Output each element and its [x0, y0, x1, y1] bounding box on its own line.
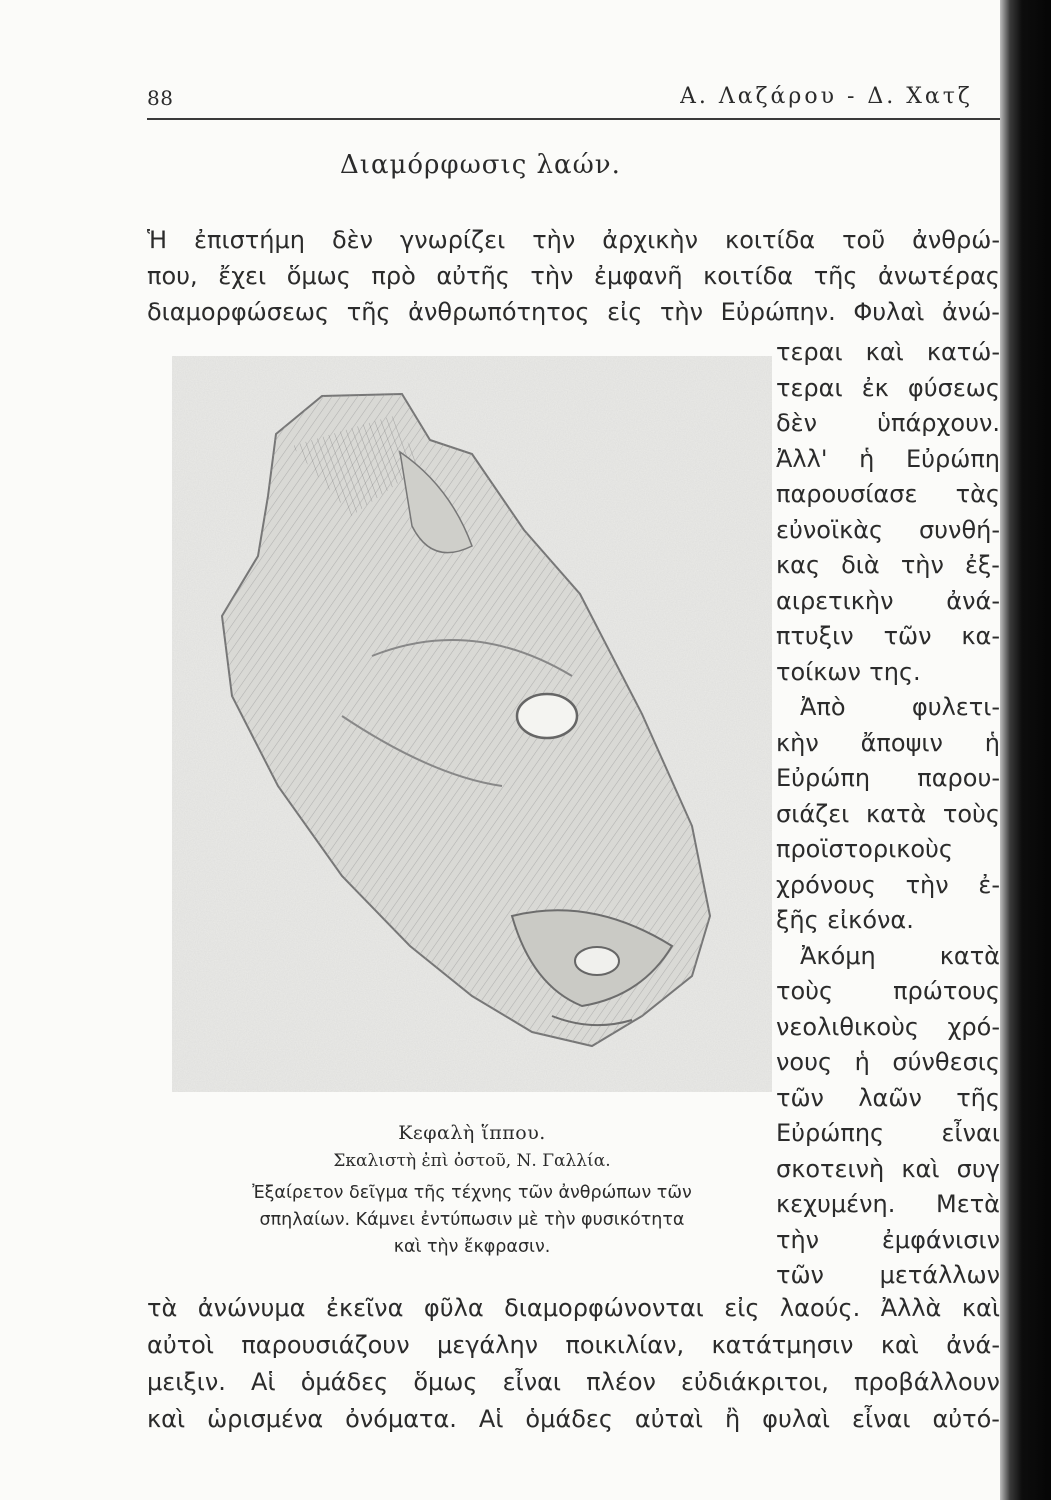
word: κοιτίδα	[725, 226, 816, 254]
word: ἀνωτέρας	[878, 262, 1000, 290]
word: ὡρισμένα	[207, 1405, 324, 1433]
word: Φυλαὶ	[853, 298, 925, 326]
word: ἀνά-	[946, 1331, 1000, 1359]
word: τῶν	[776, 1261, 824, 1289]
word: Ἀκόμη	[800, 941, 876, 970]
word: καὶ	[901, 1154, 940, 1183]
word: καὶ	[880, 1331, 919, 1359]
side-line	[776, 336, 1000, 368]
word: κας	[776, 551, 821, 579]
side-line	[776, 1011, 1000, 1043]
word: ἐκ	[861, 373, 889, 402]
word: τὴν	[776, 1225, 820, 1254]
word: Εὐρώπην.	[720, 298, 836, 326]
word: εὐδιάκριτοι,	[681, 1368, 829, 1396]
word: ἐμφανῆ	[594, 262, 683, 290]
side-line	[776, 975, 1000, 1007]
side-line	[776, 478, 1000, 510]
word: τοῦ	[842, 226, 886, 254]
word: πτυξιν	[776, 622, 854, 650]
word: γνωρίζει	[399, 226, 506, 254]
word: ἐπιστήμη	[194, 226, 305, 254]
word: τὴν	[900, 551, 944, 579]
header-rule	[147, 118, 1000, 120]
word: μεγάλην	[436, 1331, 539, 1359]
word: αὐτῆς	[436, 262, 510, 290]
word: τῆς	[813, 262, 858, 290]
horse-nostril	[575, 947, 619, 975]
word: αὐτό-	[932, 1405, 1000, 1433]
side-line	[776, 1188, 1000, 1220]
word: διαμορφώνονται	[504, 1294, 704, 1322]
word: Μετὰ	[936, 1190, 1000, 1218]
side-line	[776, 372, 1000, 404]
side-line	[776, 1259, 1000, 1291]
word: φύσεως	[907, 373, 1000, 402]
word: ἀρχικὴν	[602, 226, 699, 254]
word: Ἀλλ'	[776, 444, 828, 473]
word: Εὐρώπη	[776, 764, 871, 792]
word: τεραι	[776, 338, 843, 366]
word: νεολιθικοὺς	[776, 1012, 919, 1041]
word: ὅμως	[413, 1368, 478, 1396]
word: εἰς	[724, 1294, 760, 1322]
word: δὲν	[776, 409, 818, 437]
word: λαῶν	[858, 1083, 922, 1112]
word: εἰκόνα.	[827, 906, 914, 934]
word: κατάτμησιν	[711, 1331, 854, 1359]
horse-eye	[517, 694, 577, 738]
word: τοὺς	[942, 799, 1000, 828]
side-line	[776, 1153, 1000, 1185]
side-line	[776, 798, 1000, 830]
side-line	[776, 656, 1000, 688]
word: παρου-	[917, 764, 1000, 792]
side-line	[776, 1117, 1000, 1149]
word: ἡ	[859, 444, 875, 473]
word: αὐταὶ	[634, 1405, 704, 1433]
word: ἀνά-	[946, 586, 1000, 615]
word: ἐμφάνισιν	[881, 1225, 1000, 1254]
word: πλέον	[586, 1368, 656, 1396]
word: ἀνθρωπότητος	[408, 298, 590, 326]
word: ὅμως	[286, 262, 351, 290]
word: Ἡ	[147, 226, 168, 254]
section-title: Διαμόρφωσις λαών.	[340, 150, 621, 180]
side-line	[776, 1082, 1000, 1114]
closing-line	[147, 1401, 1000, 1437]
word: ὑπάρχουν.	[877, 409, 1000, 437]
side-line	[776, 904, 1000, 936]
side-line	[776, 549, 1000, 581]
word: τῶν	[776, 1083, 824, 1112]
word: μειξιν.	[147, 1368, 226, 1396]
intro-line	[147, 294, 1000, 330]
word: παρουσίασε	[776, 480, 918, 508]
word: κατώ-	[926, 338, 1000, 366]
word: ἡ	[984, 728, 1000, 757]
word: τῆς	[956, 1083, 1000, 1112]
word: τῆς	[346, 298, 391, 326]
word: αὐτοὶ	[147, 1331, 214, 1359]
word: τὰ	[147, 1294, 178, 1322]
word: προϊστορικοὺς	[776, 835, 953, 863]
word: ἐ-	[978, 870, 1000, 899]
word: χρό-	[947, 1012, 1000, 1041]
word: δὲν	[331, 226, 373, 254]
figure-caption-subtitle: Σκαλιστὴ ἐπὶ ὀστοῦ, Ν. Γαλλία.	[333, 1151, 611, 1171]
word: καὶ	[865, 338, 904, 366]
word: καὶ	[961, 1294, 1000, 1322]
word: εἶναι	[852, 1405, 911, 1433]
word: τὰς	[955, 480, 1000, 508]
word: εὐνοϊκὰς	[776, 515, 884, 544]
side-line	[776, 833, 1000, 865]
word: συνθή-	[918, 515, 1000, 544]
word: καὶ	[147, 1405, 186, 1433]
word: Εὐρώπη	[905, 444, 1000, 473]
word: νους	[776, 1048, 833, 1076]
word: τὴν	[659, 298, 704, 326]
word: που,	[147, 262, 198, 290]
word: διαμορφώσεως	[147, 298, 330, 326]
word: κεχυμένη.	[776, 1190, 896, 1218]
word: ὀνόματα.	[345, 1405, 457, 1433]
word: εἶναι	[502, 1368, 562, 1396]
word: πρώτους	[893, 977, 1000, 1005]
side-line	[776, 514, 1000, 546]
word: Εὐρώπης	[776, 1119, 885, 1147]
word: κοιτίδα	[703, 262, 794, 290]
side-line	[776, 727, 1000, 759]
word: λαούς.	[779, 1294, 861, 1322]
closing-line	[147, 1364, 1000, 1400]
word: σκοτεινὴ	[776, 1154, 885, 1183]
word: ὁμάδες	[525, 1405, 613, 1433]
side-line	[776, 762, 1000, 794]
word: ἐξ-	[964, 551, 1000, 579]
word: ξῆς	[776, 906, 819, 934]
figure-caption-body: Ἐξαίρετον δεῖγμα τῆς τέχνης τῶν ἀνθρώπων τῶν σπηλαίων. Κάμνει ἐντύπωσιν μὲ τὴν φυσικότητα καὶ τὴν ἔκφρασιν.	[252, 1183, 692, 1257]
word: φυλαὶ	[762, 1405, 831, 1433]
word: ἡ	[854, 1048, 870, 1076]
word: συγ	[956, 1154, 1000, 1183]
side-line	[776, 585, 1000, 617]
word: κα-	[961, 622, 1000, 650]
word: φῦλα	[423, 1294, 484, 1322]
closing-line	[147, 1290, 1000, 1326]
word: εἶναι	[941, 1119, 1000, 1147]
figure-caption-title: Κεφαλὴ ἵππου.	[398, 1122, 546, 1144]
side-line	[776, 407, 1000, 439]
word: διὰ	[841, 551, 880, 579]
word: προβάλλουν	[854, 1368, 1000, 1396]
word: ἔχει	[218, 262, 267, 290]
word: ἀνθρώ-	[912, 226, 1000, 254]
word: σιάζει	[776, 799, 850, 828]
intro-line	[147, 222, 1000, 258]
word: φυλετι-	[911, 693, 1000, 721]
side-line	[776, 443, 1000, 475]
word: τοὺς	[776, 977, 834, 1005]
word: ἢ	[724, 1405, 741, 1433]
word: εἰς	[607, 298, 643, 326]
side-line	[800, 940, 1000, 972]
intro-line	[147, 258, 1000, 294]
horse-head-engraving	[172, 356, 772, 1092]
side-line	[776, 1046, 1000, 1078]
side-line	[776, 620, 1000, 652]
word: Ἀπὸ	[800, 693, 846, 721]
word: της.	[869, 657, 921, 686]
word: τὴν	[530, 262, 574, 290]
side-line	[776, 869, 1000, 901]
word: τῶν	[883, 622, 932, 650]
word: πρὸ	[371, 262, 416, 290]
word: χρόνους	[776, 870, 876, 899]
running-head: Α. Λαζάρου - Δ. Χατζ	[680, 84, 973, 109]
word: τὴν	[905, 870, 949, 899]
word: σύνθεσις	[892, 1048, 1000, 1076]
word: τὴν	[532, 226, 576, 254]
word: ἀνώνυμα	[197, 1294, 306, 1322]
word: κατὰ	[865, 799, 927, 828]
word: Ἀλλὰ	[880, 1294, 942, 1322]
word: κατὰ	[939, 941, 1000, 970]
word: ποικιλίαν,	[565, 1331, 685, 1359]
word: παρουσιάζουν	[241, 1331, 410, 1359]
word: ἐκεῖνα	[325, 1294, 404, 1322]
side-line	[776, 1224, 1000, 1256]
word: μετάλλων	[879, 1261, 1000, 1289]
side-line	[800, 691, 1000, 723]
closing-line	[147, 1327, 1000, 1363]
word: ὁμάδες	[300, 1368, 389, 1396]
word: Αἱ	[478, 1405, 504, 1433]
word: ἀνώ-	[941, 298, 1000, 326]
page-number: 88	[147, 86, 174, 110]
word: αιρετικὴν	[776, 586, 894, 615]
scan-dark-edge	[1000, 0, 1051, 1500]
word: Αἱ	[251, 1368, 276, 1396]
word: τοίκων	[776, 657, 861, 686]
word: ἄποψιν	[860, 728, 943, 757]
word: κὴν	[776, 728, 819, 757]
word: τεραι	[776, 373, 843, 402]
